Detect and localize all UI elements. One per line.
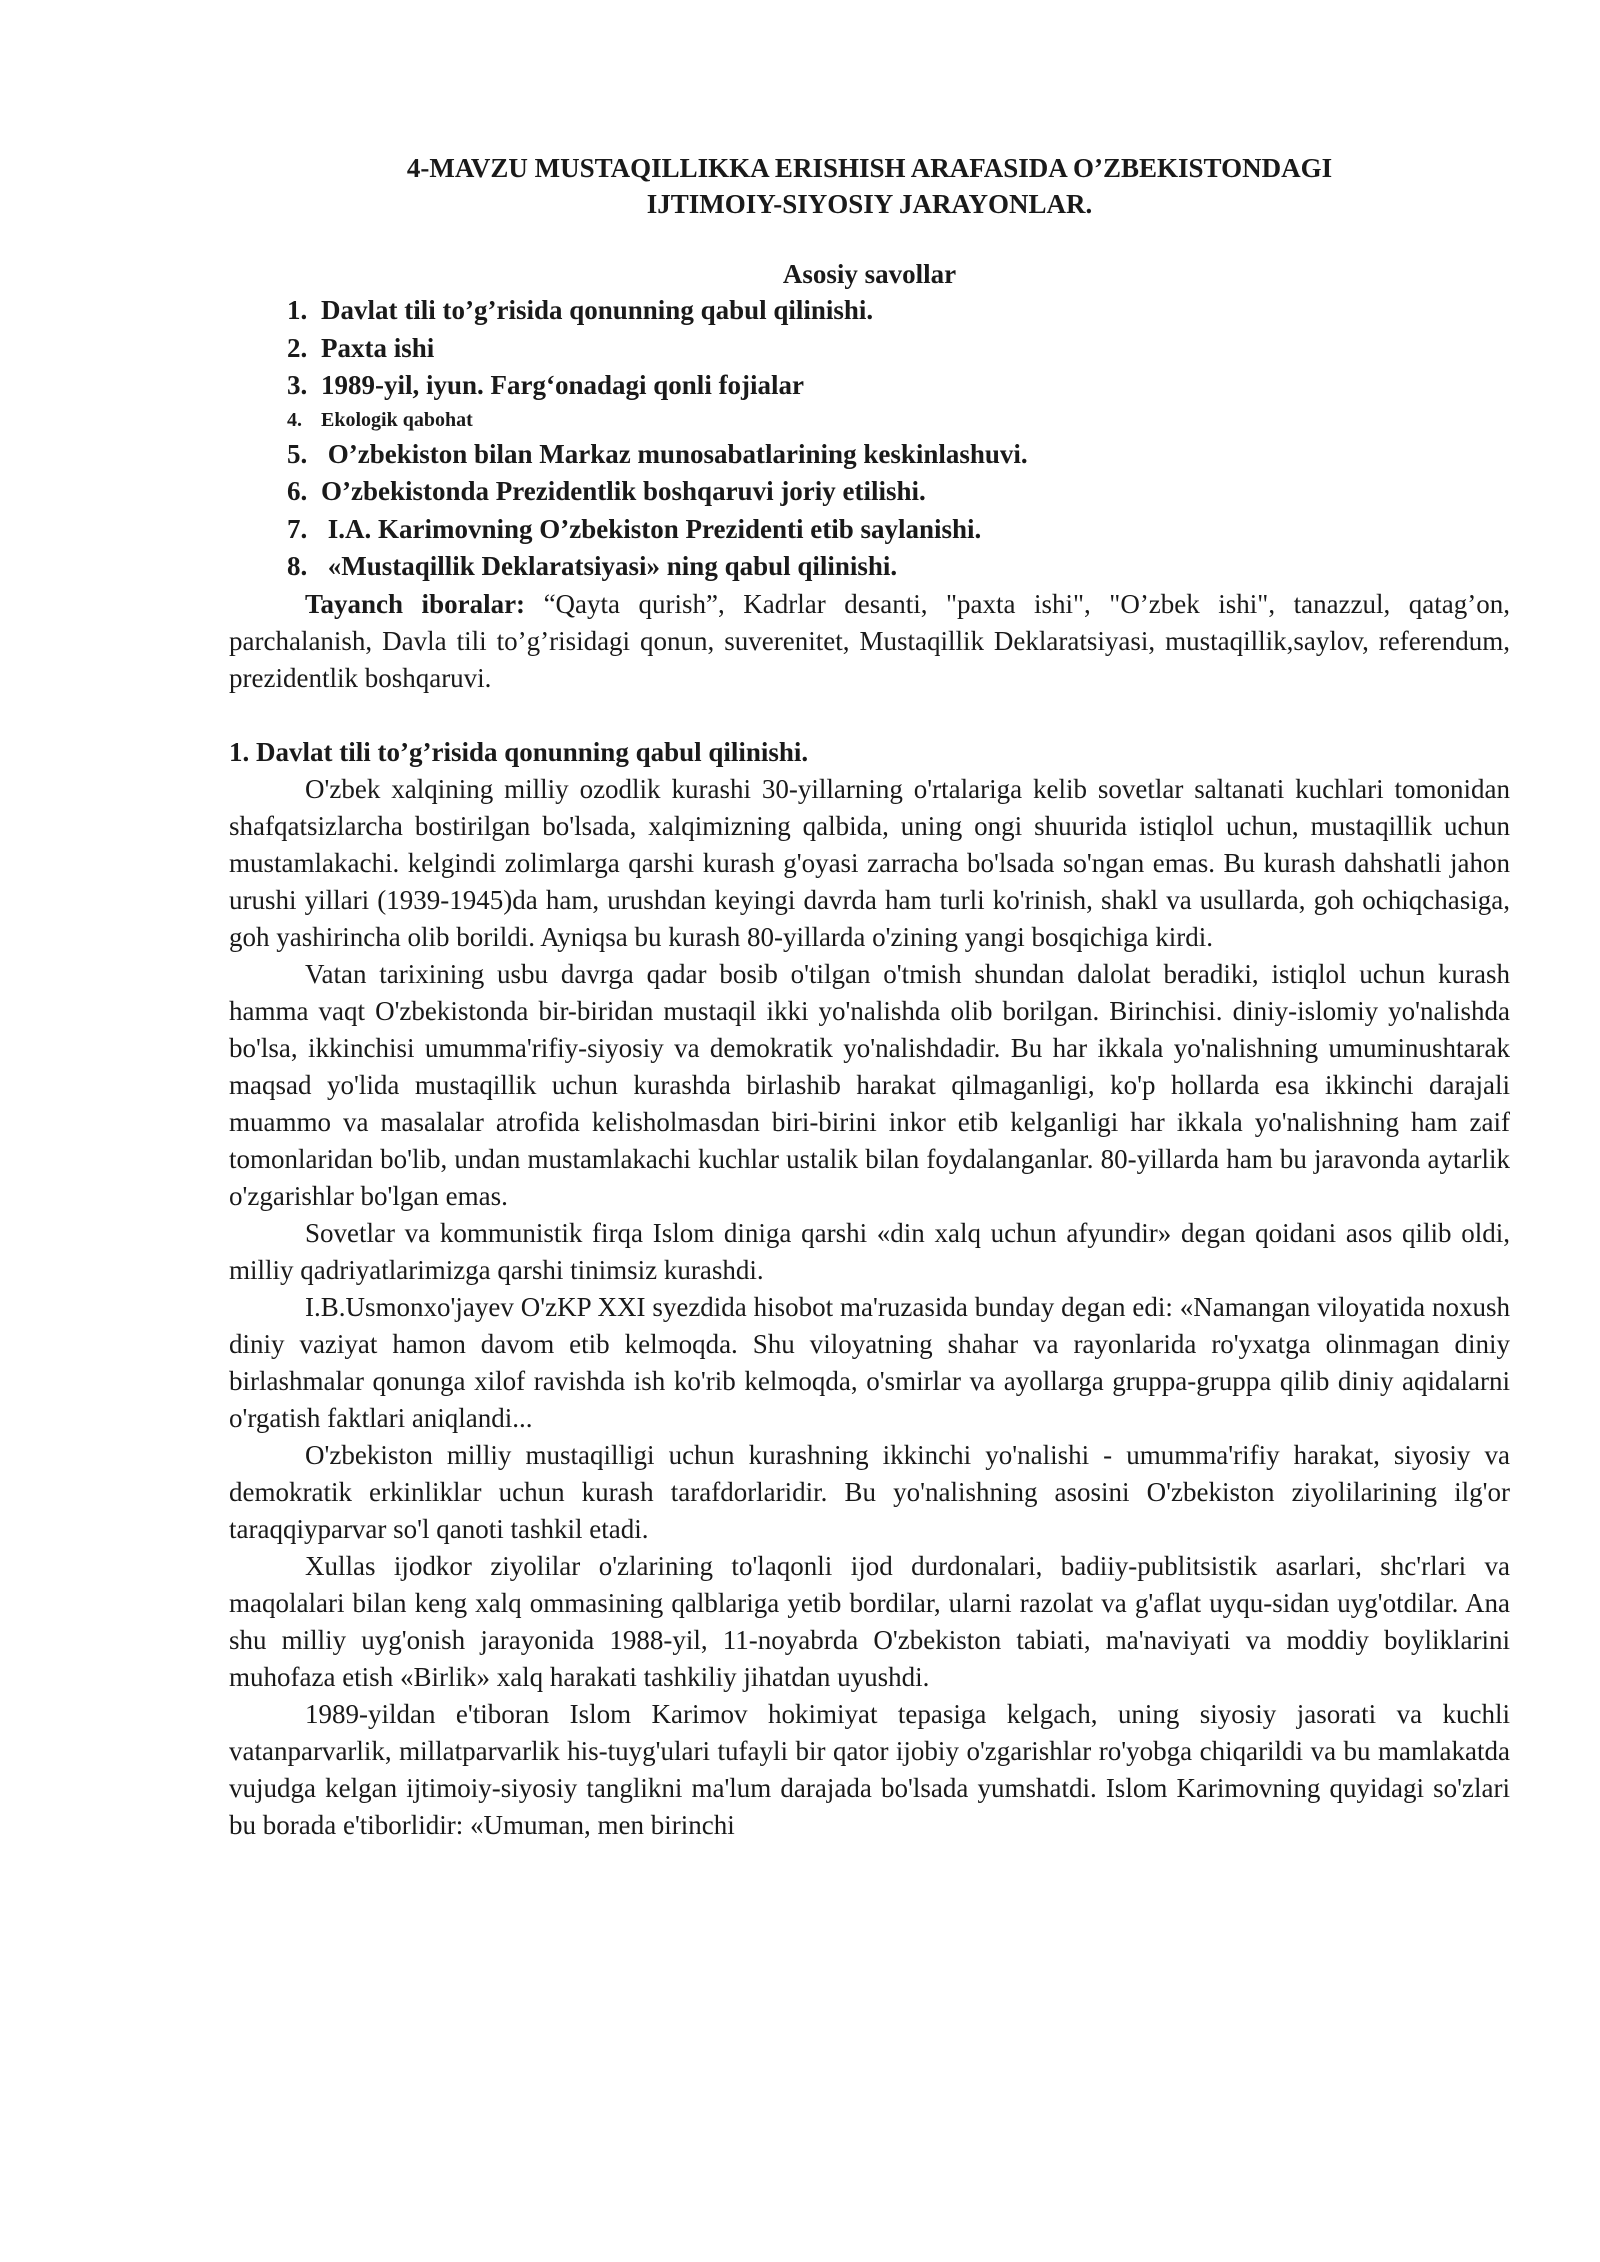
question-item [287, 405, 1510, 436]
question-item [287, 292, 1510, 330]
question-item [287, 367, 1510, 405]
question-item [287, 436, 1510, 474]
question-number: 6. [287, 476, 308, 506]
question-item [287, 511, 1510, 549]
section-heading: 1. Davlat tili to’g’risida qonunning qabul qilinishi. [229, 736, 809, 767]
question-text: Ekologik qabohat [321, 408, 473, 431]
document-title: 4-MAVZU MUSTAQILLIKKA ERISHISH ARAFASIDA O’ZBEKISTONDAGI IJTIMOIY-SIYOSIY JARAYONLAR. [406, 153, 1333, 219]
body-paragraph: Xullas ijodkor ziyolilar o'zlarining to'laqonli ijod durdonalari, badiiy-publitsistik asarlari, shc'rlari va maqolalari bilan keng xalq ommasining qalblariga yetib bordilar, ularni razolat va g'aflat uyqu-sidan uyg'otdilar. Ana shu milliy uyg'onish jarayonida 1988-yil, 11-noyabrda O'zbekiston tabiati, ma'naviyati va moddiy boyliklarini muhofaza etish «Birlik» xalq harakati tashkiliy jihatdan uyushdi. [229, 1550, 1510, 1692]
question-text: I.A. Karimovning O’zbekiston Prezidenti etib saylanishi. [321, 513, 982, 544]
question-item [287, 548, 1510, 586]
question-text: Paxta ishi [321, 332, 435, 363]
body-paragraph: Sovetlar va kommunistik firqa Islom diniga qarshi «din xalq uchun afyundir» degan qoidani asos qilib oldi, milliy qadriyatlarimizga qarshi tinimsiz kurashdi. [229, 1217, 1510, 1285]
questions-list [229, 292, 1510, 586]
question-number: 2. [287, 332, 308, 363]
question-text: Davlat tili to’g’risida qonunning qabul qilinishi. [321, 295, 874, 325]
key-terms-paragraph [229, 586, 1510, 697]
question-text: «Mustaqillik Deklaratsiyasi» ning qabul qilinishi. [321, 551, 898, 581]
key-terms-label: Tayanch iboralar: [305, 588, 526, 619]
body-paragraph: 1989-yildan e'tiboran Islom Karimov hokimiyat tepasiga kelgach, uning siyosiy jasorati va kuchli vatanparvarlik, millatparvarlik his-tuyg'ulari tufayli bir qator ijobiy o'zgarishlar ro'yobga chiqarildi va bu mamlakatda vujudga kelgan ijtimoiy-siyosiy tanglikni ma'lum darajada bo'lsada yumshatdi. Islom Karimovning quyidagi so'zlari bu borada e'tiborlidir: «Umuman, men birinchi [229, 1698, 1510, 1840]
question-number: 4. [287, 408, 302, 431]
body-paragraph: Vatan tarixining usbu davrga qadar bosib o'tilgan o'tmish shundan dalolat beradiki, istiqlol uchun kurash hamma vaqt O'zbekistonda bir-biridan mustaqil ikki yo'nalishda olib borilgan. Birinchisi. diniy-islomiy yo'nalishda bo'lsa, ikkinchisi umumma'rifiy-siyosiy va demokratik yo'nalishdadir. Bu har ikkala yo'nalishning umuminushtarak maqsad yo'lida mustaqillik uchun kurashda birlashib harakat qilmaganligi, ko'p hollarda esa ikkinchi darajali muammo va masalalar atrofida kelisholmasdan biri-birini inkor etib kelganligi har ikkala yo'nalishning ham zaif tomonlaridan bo'lib, undan mustamlakachi kuchlar ustalik bilan foydalanganlar. 80-yillarda ham bu jaravonda aytarlik o'zgarishlar bo'lgan emas. [229, 958, 1510, 1211]
question-number: 5. [287, 438, 308, 469]
question-text: O’zbekiston bilan Markaz munosabatlarining keskinlashuvi. [321, 438, 1028, 469]
question-text: 1989-yil, iyun. Farg‘onadagi qonli fojialar [321, 370, 805, 400]
questions-heading: Asosiy savollar [782, 259, 957, 289]
body-paragraph: O'zbekiston milliy mustaqilligi uchun kurashning ikkinchi yo'nalishi - umumma'rifiy harakat, siyosiy va demokratik erkinliklar uchun kurash tarafdorlaridir. Bu yo'nalishning asosini O'zbekiston ziyolilarining ilg'or taraqqiyparvar so'l qanoti tashkil etadi. [229, 1439, 1510, 1544]
question-item [287, 330, 1510, 368]
question-number: 1. [287, 295, 308, 325]
question-number: 3. [287, 370, 308, 400]
body-paragraph: O'zbek xalqining milliy ozodlik kurashi 30-yillarning o'rtalariga kelib sovetlar saltanati kuchlari tomonidan shafqatsizlarcha bostirilgan bo'lsada, xalqimizning qalbida, uning ongi shuurida istiqlol uchun, mustaqillik uchun mustamlakachi. kelgindi zolimlarga qarshi kurash g'oyasi zarracha bo'lsada so'ngan emas. Bu kurash dahshatli jahon urushi yillari (1939-1945)da ham, urushdan keyingi davrda ham turli ko'rinish, shakl va usullarda, goh ochiqchasiga, goh yashirincha olib borildi. Ayniqsa bu kurash 80-yillarda o'zining yangi bosqichiga kirdi. [229, 773, 1510, 952]
question-text: O’zbekistonda Prezidentlik boshqaruvi joriy etilishi. [321, 476, 926, 506]
question-number: 7. [287, 513, 308, 544]
question-item [287, 473, 1510, 511]
key-terms-text: “Qayta qurish”, Kadrlar desanti, "paxta ishi", "O’zbek ishi", tanazzul, qatag’on, parchalanish, Davla tili to’g’risidagi qonun, suverenitet, Mustaqillik Deklaratsiyasi, mustaqillik,saylov, referendum, prezidentlik boshqaruvi. [229, 588, 1510, 693]
question-number: 8. [287, 551, 308, 581]
body-paragraph: I.B.Usmonxo'jayev O'zKP XXI syezdida hisobot ma'ruzasida bunday degan edi: «Namangan viloyatida noxush diniy vaziyat hamon davom etib kelmoqda. Shu viloyatning shahar va rayonlarida ro'yxatga olinmagan diniy birlashmalar qonunga xilof ravishda ish ko'rib kelmoqda, o'smirlar va ayollarga gruppa-gruppa qilib diniy aqidalarni o'rgatish faktlari aniqlandi... [229, 1291, 1510, 1433]
